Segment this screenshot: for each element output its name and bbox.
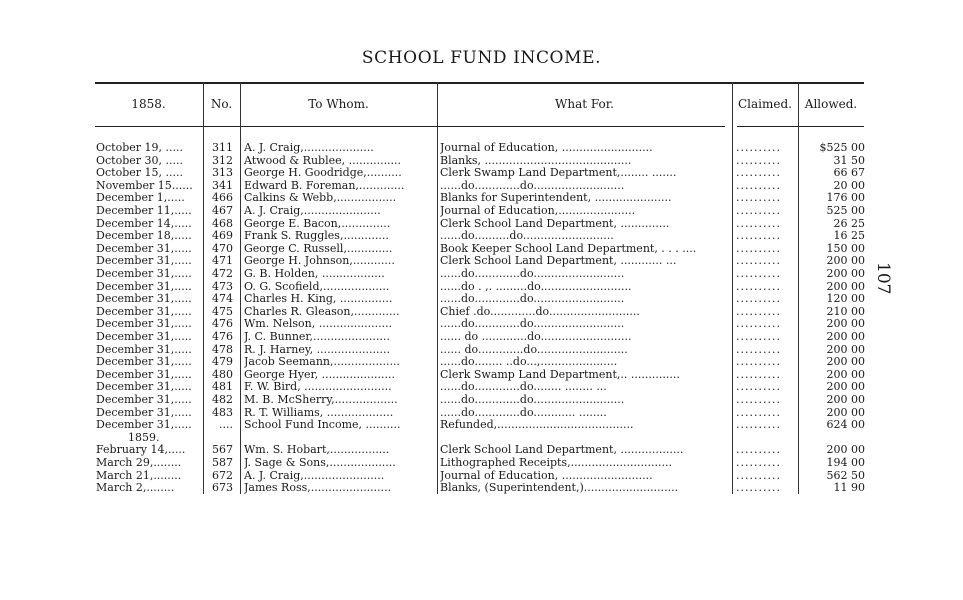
row-claimed: .......... (736, 205, 781, 217)
table-row (0, 306, 963, 319)
row-what-for: ......do.............do.......................... (440, 394, 625, 406)
row-claimed: .......... (736, 242, 781, 255)
table-row (0, 432, 963, 445)
row-number: 466 (212, 192, 233, 205)
row-number: 467 (212, 205, 233, 217)
row-what-for: ...... do.............do.......................... (440, 343, 628, 356)
row-to-whom: Jacob Seemann,................... (244, 356, 400, 369)
table-row (0, 318, 963, 331)
row-number: 480 (212, 368, 233, 381)
row-date: December 31,..... (96, 368, 192, 381)
table-row (0, 407, 963, 420)
row-claimed: .......... (736, 179, 781, 192)
row-number: 478 (212, 343, 233, 356)
row-allowed: 66 67 (833, 167, 865, 180)
row-allowed: 200 00 (826, 406, 865, 419)
row-number: 311 (212, 142, 233, 154)
row-to-whom: Frank S. Ruggles,............. (244, 230, 389, 243)
row-date: December 14,..... (96, 217, 192, 230)
table-row (0, 457, 963, 470)
row-what-for: Clerk Swamp Land Department,........ ....... (440, 167, 677, 180)
row-allowed: 200 00 (826, 331, 865, 343)
row-what-for: Lithographed Receipts,............................. (440, 457, 672, 469)
row-to-whom: F. W. Bird, ......................... (244, 381, 392, 394)
row-date: March 2,........ (96, 482, 175, 495)
row-to-whom: George H. Johnson,............ (244, 255, 395, 268)
row-what-for: Blanks for Superintendent, ...................... (440, 192, 672, 205)
row-to-whom: George Hyer, ..................... (244, 368, 396, 381)
table-row (0, 268, 963, 281)
row-what-for: ......do . ,. .........do.......................... (440, 280, 632, 293)
row-what-for: Clerk School Land Department, ............ ... (440, 255, 677, 268)
row-allowed: 200 00 (826, 268, 865, 280)
row-what-for: ......do.............do.......................... (440, 268, 625, 280)
row-allowed: 31 50 (833, 154, 865, 167)
row-allowed: 120 00 (826, 293, 865, 306)
table-row (0, 243, 963, 256)
table-row (0, 205, 963, 218)
row-allowed: 26 25 (833, 217, 865, 230)
row-claimed: .......... (736, 154, 781, 167)
row-date: December 31,..... (96, 305, 192, 318)
row-what-for: ...... do .............do.......................... (440, 331, 632, 343)
row-claimed: .......... (736, 406, 781, 419)
row-date: December 18,..... (96, 230, 192, 243)
row-date: December 31,..... (96, 419, 192, 432)
table-row (0, 281, 963, 294)
row-claimed: .......... (736, 167, 781, 180)
row-to-whom: J. C. Bunner,...................... (244, 331, 390, 343)
row-claimed: .......... (736, 482, 781, 495)
table-row (0, 381, 963, 394)
row-to-whom: Wm. S. Hobart,................. (244, 444, 390, 457)
row-claimed: .......... (736, 394, 781, 406)
row-what-for: Refunded,....................................... (440, 419, 634, 432)
row-allowed: 176 00 (826, 192, 865, 205)
row-number: 482 (212, 394, 233, 406)
row-what-for: ......do.............do.......................... (440, 179, 625, 192)
header-bottom-rule (95, 126, 725, 127)
table-row (0, 293, 963, 306)
row-claimed: .......... (736, 356, 781, 369)
row-to-whom: Calkins & Webb,................. (244, 192, 397, 205)
row-to-whom: M. B. McSherry,.................. (244, 394, 398, 406)
row-allowed: 16 25 (833, 230, 865, 243)
row-allowed: 200 00 (826, 368, 865, 381)
row-number: .... (219, 419, 233, 432)
row-allowed: 20 00 (833, 179, 865, 192)
row-allowed: 11 90 (833, 482, 865, 495)
row-to-whom: A. J. Craig,....................... (244, 469, 385, 482)
row-to-whom: O. G. Scofield,................... (244, 280, 390, 293)
row-date: October 19, ..... (96, 142, 184, 154)
row-number: 474 (212, 293, 233, 306)
row-number: 312 (212, 154, 233, 167)
row-what-for: ......do.............do.......................... (440, 293, 625, 306)
row-to-whom: J. Sage & Sons,................... (244, 457, 396, 469)
row-number: 673 (212, 482, 233, 495)
row-claimed: .......... (736, 230, 781, 243)
row-allowed: 200 00 (826, 444, 865, 457)
table-row (0, 344, 963, 357)
table-row (0, 142, 963, 155)
header-claimed: Claimed. (738, 97, 792, 111)
row-date: 1859. (128, 431, 160, 444)
row-what-for: Clerk Swamp Land Department,.. .............. (440, 368, 680, 381)
row-allowed: 200 00 (826, 280, 865, 293)
row-number: 470 (212, 242, 233, 255)
row-claimed: .......... (736, 457, 781, 469)
row-date: December 31,..... (96, 255, 192, 268)
row-date: December 31,..... (96, 381, 192, 394)
row-number: 476 (212, 318, 233, 331)
row-claimed: .......... (736, 469, 781, 482)
row-number: 481 (212, 381, 233, 394)
row-allowed: 200 00 (826, 343, 865, 356)
row-number: 475 (212, 305, 233, 318)
row-what-for: Blanks, .......................................... (440, 154, 632, 167)
row-allowed: 200 00 (826, 394, 865, 406)
row-allowed: 200 00 (826, 318, 865, 331)
row-date: December 31,..... (96, 280, 192, 293)
row-claimed: .......... (736, 331, 781, 343)
row-date: February 14,..... (96, 444, 186, 457)
row-date: October 30, ..... (96, 154, 184, 167)
row-claimed: .......... (736, 368, 781, 381)
table-row (0, 419, 963, 432)
row-date: December 1,..... (96, 192, 185, 205)
row-claimed: .......... (736, 280, 781, 293)
row-number: 483 (212, 406, 233, 419)
table-row (0, 180, 963, 193)
table-row (0, 155, 963, 168)
row-to-whom: George C. Russell,............. (244, 242, 393, 255)
table-row (0, 356, 963, 369)
table-row (0, 369, 963, 382)
row-to-whom: R. J. Harney, ..................... (244, 343, 391, 356)
table-row (0, 167, 963, 180)
row-allowed: 194 00 (826, 457, 865, 469)
row-allowed: 200 00 (826, 255, 865, 268)
row-number: 313 (212, 167, 233, 180)
row-allowed: 200 00 (826, 356, 865, 369)
row-what-for: Journal of Education, .......................... (440, 142, 653, 154)
row-allowed: 210 00 (826, 305, 865, 318)
row-date: March 29,........ (96, 457, 182, 469)
row-number: 472 (212, 268, 233, 280)
row-to-whom: Charles H. King, ............... (244, 293, 393, 306)
table-row (0, 482, 963, 495)
header-year: 1858. (131, 97, 166, 111)
row-what-for: Journal of Education, .......................... (440, 469, 653, 482)
table-row (0, 470, 963, 483)
row-what-for: Clerk School Land Department, .............. (440, 217, 670, 230)
row-claimed: .......... (736, 217, 781, 230)
row-date: October 15, ..... (96, 167, 184, 180)
row-to-whom: School Fund Income, .......... (244, 419, 401, 432)
row-claimed: .......... (736, 293, 781, 306)
row-number: 479 (212, 356, 233, 369)
row-what-for: Chief .do.............do.......................... (440, 305, 640, 318)
row-date: December 31,..... (96, 268, 192, 280)
row-to-whom: George E. Bacon,.............. (244, 217, 391, 230)
row-number: 672 (212, 469, 233, 482)
row-date: December 31,..... (96, 343, 192, 356)
row-to-whom: G. B. Holden, .................. (244, 268, 385, 280)
table-top-rule (95, 82, 864, 84)
row-to-whom: Charles R. Gleason,............. (244, 305, 400, 318)
table-row (0, 230, 963, 243)
row-date: December 31,..... (96, 318, 192, 331)
row-what-for: ......do..........do.......................... (440, 230, 614, 243)
row-claimed: .......... (736, 419, 781, 432)
row-date: December 31,..... (96, 356, 192, 369)
row-claimed: .......... (736, 142, 781, 154)
row-date: November 15...... (96, 179, 193, 192)
row-to-whom: Wm. Nelson, ..................... (244, 318, 393, 331)
row-to-whom: Atwood & Rublee, ............... (244, 154, 402, 167)
row-what-for: Blanks, (Superintendent,)........................... (440, 482, 679, 495)
row-number: 476 (212, 331, 233, 343)
header-no: No. (210, 97, 233, 111)
row-allowed: 525 00 (826, 205, 865, 217)
row-number: 341 (212, 179, 233, 192)
row-date: December 31,..... (96, 394, 192, 406)
row-date: December 31,..... (96, 242, 192, 255)
row-allowed: 562 50 (826, 469, 865, 482)
row-date: December 11,..... (96, 205, 192, 217)
header-to-whom: To Whom. (308, 97, 369, 111)
row-allowed: 624 00 (826, 419, 865, 432)
row-allowed: $525 00 (819, 142, 865, 154)
header-allowed: Allowed. (804, 97, 858, 111)
row-to-whom: A. J. Craig,...................... (244, 205, 381, 217)
header-what-for: What For. (555, 97, 614, 111)
row-number: 567 (212, 444, 233, 457)
row-number: 469 (212, 230, 233, 243)
page-number: 107 (873, 262, 893, 295)
row-to-whom: A. J. Craig,.................... (244, 142, 374, 154)
row-number: 468 (212, 217, 233, 230)
row-to-whom: George H. Goodridge,.......... (244, 167, 402, 180)
row-claimed: .......... (736, 255, 781, 268)
row-number: 587 (212, 457, 233, 469)
table-row (0, 255, 963, 268)
row-what-for: ......do.............do........ ........ ... (440, 381, 607, 394)
row-number: 471 (212, 255, 233, 268)
row-what-for: ......do.............do............ ........ (440, 406, 607, 419)
table-row (0, 444, 963, 457)
row-what-for: ......do........ ..do...,...................... (440, 356, 618, 369)
row-to-whom: James Ross,....................... (244, 482, 392, 495)
row-date: December 31,..... (96, 331, 192, 343)
row-number: 473 (212, 280, 233, 293)
row-claimed: .......... (736, 318, 781, 331)
row-to-whom: Edward B. Foreman,............. (244, 179, 405, 192)
row-what-for: Book Keeper School Land Department, . . . .... (440, 242, 697, 255)
page-title: SCHOOL FUND INCOME. (361, 48, 602, 68)
row-claimed: .......... (736, 268, 781, 280)
row-to-whom: R. T. Williams, ................... (244, 406, 394, 419)
table-row (0, 192, 963, 205)
row-what-for: Clerk School Land Department, .................. (440, 444, 684, 457)
header-bottom-rule-right (737, 126, 864, 127)
row-what-for: ......do.............do.......................... (440, 318, 625, 331)
table-row (0, 331, 963, 344)
row-date: December 31,..... (96, 406, 192, 419)
row-claimed: .......... (736, 192, 781, 205)
row-claimed: .......... (736, 343, 781, 356)
row-claimed: .......... (736, 381, 781, 394)
table-row (0, 218, 963, 231)
row-claimed: .......... (736, 444, 781, 457)
row-allowed: 200 00 (826, 381, 865, 394)
table-row (0, 394, 963, 407)
row-allowed: 150 00 (826, 242, 865, 255)
row-claimed: .......... (736, 305, 781, 318)
row-date: December 31,..... (96, 293, 192, 306)
row-what-for: Journal of Education,...................... (440, 205, 636, 217)
row-date: March 21,........ (96, 469, 182, 482)
